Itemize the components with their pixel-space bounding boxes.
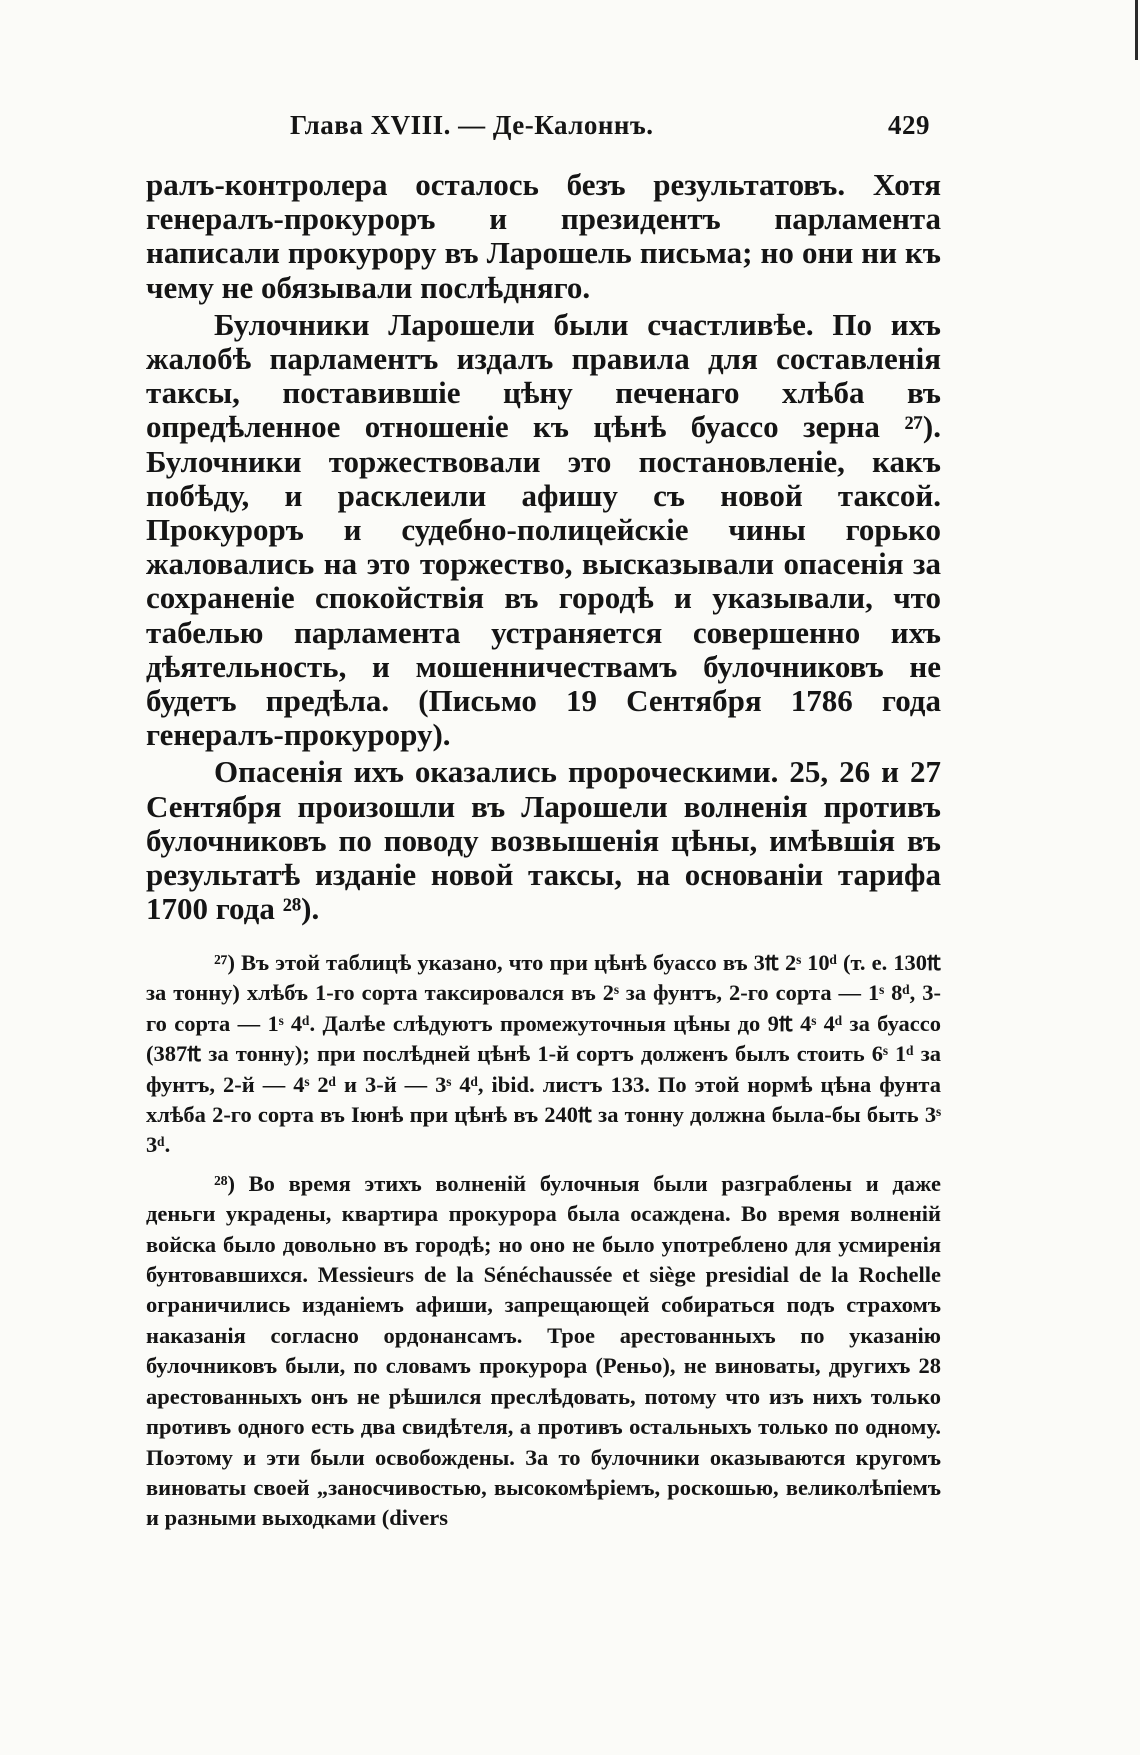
paragraph-bakers: Булочники Ларошели были счастливѣе. По ихъ жалобѣ парламентъ издалъ правила для составленія таксы, поставившіе цѣну печенаго хлѣба въ опредѣленное отношеніе къ цѣнѣ буассо зерна ²⁷). Булочники торжествовали это постановленіе, какъ побѣду, и расклеили афишу съ новой таксой. Прокуроръ и судебно-полицейскіе чины горько жаловались на это торжество, высказывали опасенія за сохраненіе спокойствія въ городѣ и указывали, что табелью парламента устраняется совершенно ихъ дѣятельность, и мошенничествамъ булочниковъ не будетъ предѣла. (Письмо 19 Сентября 1786 года генералъ-прокурору). — [146, 306, 941, 753]
running-header — [160, 110, 930, 141]
paragraph-continuation: ралъ-контролера осталось безъ результатовъ. Хотя генералъ-прокуроръ и президентъ парламента написали прокурору въ Ларошель письма; но они ни къ чему не обязывали послѣдняго. — [146, 167, 941, 305]
chapter-title: Глава XVIII. — Де-Калоннъ. — [290, 110, 654, 140]
footnote-27: ²⁷) Въ этой таблицѣ указано, что при цѣнѣ буассо въ 3₶ 2ˢ 10ᵈ (т. е. 130₶ за тонну) хлѣбъ 1-го сорта таксировался въ 2ˢ за фунтъ, 2-го сорта — 1ˢ 8ᵈ, 3-го сорта — 1ˢ 4ᵈ. Далѣе слѣдуютъ промежуточныя цѣны до 9₶ 4ˢ 4ᵈ за буассо (387₶ за тонну); при послѣдней цѣнѣ 1-й сортъ долженъ былъ стоить 6ˢ 1ᵈ за фунтъ, 2-й — 4ˢ 2ᵈ и 3-й — 3ˢ 4ᵈ, ibid. листъ 133. По этой нормѣ цѣна фунта хлѣба 2-го сорта въ Іюнѣ при цѣнѣ въ 240₶ за тонну должна была-бы быть 3ˢ 3ᵈ. — [146, 950, 941, 1158]
paragraph-unrest: Опасенія ихъ оказались пророческими. 25, 26 и 27 Сентября произошли въ Ларошели волненія противъ булочниковъ по поводу возвышенія цѣны, имѣвшія въ результатѣ изданіе новой таксы, на основаніи тарифа 1700 года ²⁸). — [146, 754, 941, 927]
scan-edge-mark — [1135, 0, 1138, 60]
footnote-28: ²⁸) Во время этихъ волненій булочныя были разграблены и даже деньги украдены, квартира прокурора была осаждена. Во время волненій войска было довольно въ городѣ; но оно не было употреблено для усмиренія бунтовавшихся. Messieurs de la Sénéchaussée et siège presidial de la Rochelle ограничились изданіемъ афиши, запрещающей собираться подъ страхомъ наказанія согласно ордонансамъ. Трое арестованныхъ по указанію булочниковъ были, по словамъ прокурора (Реньо), не виноваты, другихъ 28 арестованныхъ онъ не рѣшился преслѣдовать, потому что изъ нихъ только противъ одного есть два свидѣтеля, а противъ остальныхъ только по одному. Поэтому и эти были освобождены. За то булочники оказываются кругомъ виноваты своей „заносчивостью, высокомѣріемъ, роскошью, великолѣпіемъ и разными выходками (divers — [146, 1170, 941, 1531]
main-text — [146, 168, 941, 926]
page-number: 429 — [888, 110, 930, 140]
footnotes — [146, 948, 941, 1534]
